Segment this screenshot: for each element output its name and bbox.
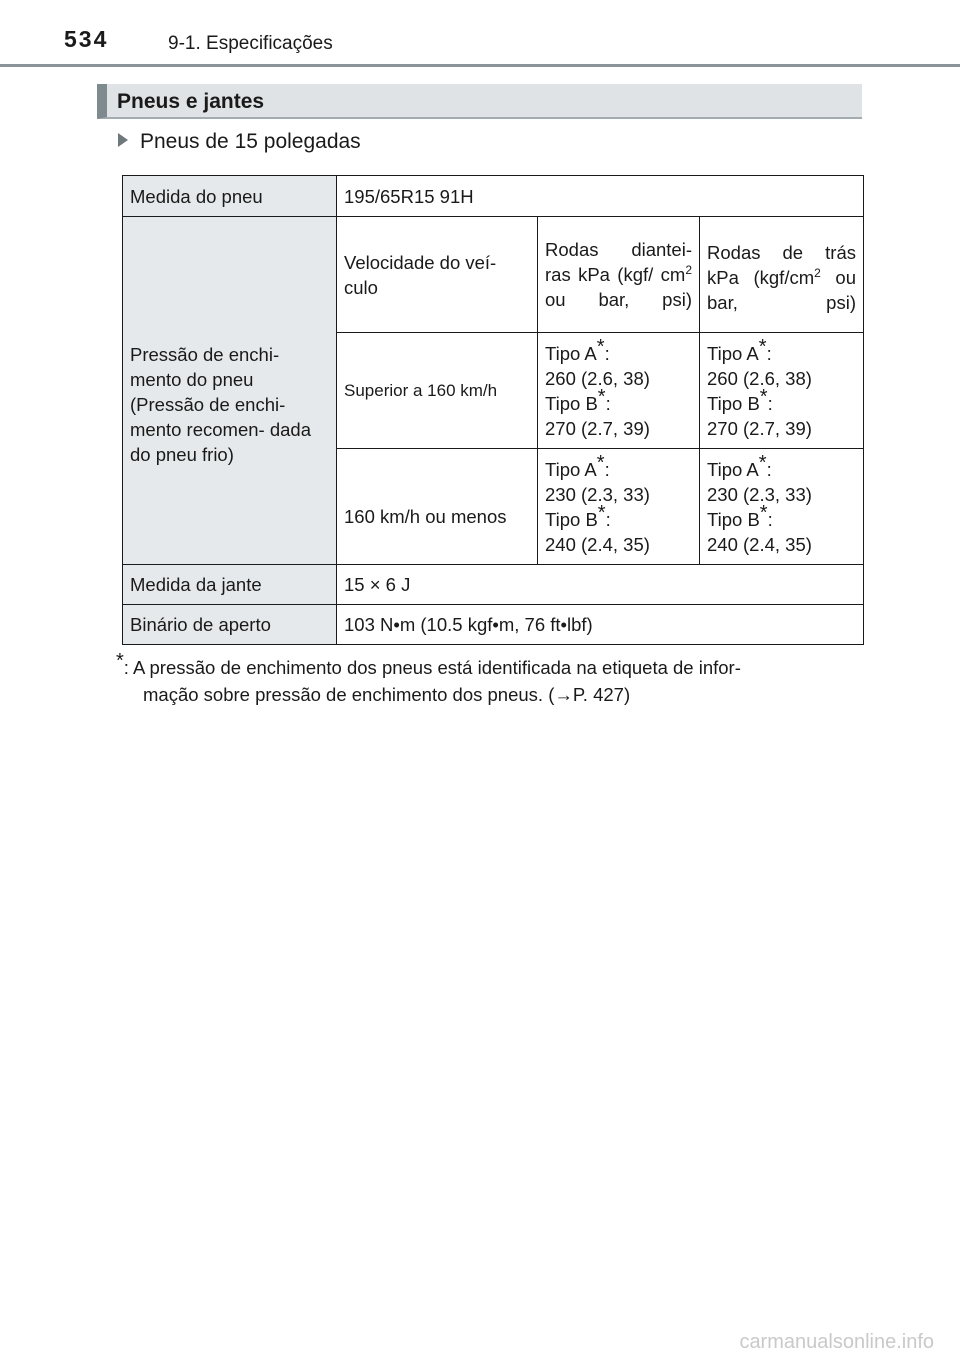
page-header [0,0,960,68]
speed-cell: Superior a 160 km/h [337,333,538,449]
footnote [116,650,861,708]
watermark: carmanualsonline.info [739,1331,934,1353]
subheading-text: Pneus de 15 polegadas [140,130,361,153]
tire-size-label: Medida do pneu [123,176,337,217]
section-title: Pneus e jantes [117,90,265,113]
subheading [118,130,361,154]
rear-wheels-header: Rodas de trás kPa ($kgf/cm^2$ ou bar, psi) [700,217,864,333]
table-row [123,176,864,217]
triangle-bullet-icon [118,133,128,147]
front-pressure-cell: Tipo A*: 230 (2.3, 33) Tipo B*: 240 (2.4, 35) [538,449,700,565]
front-pressure-cell: Tipo A*: 260 (2.6, 38) Tipo B*: 270 (2.7, 39) [538,333,700,449]
table-row [123,217,864,333]
section-title-bar [97,84,862,119]
table-row [123,605,864,645]
header-divider [0,64,960,67]
tire-size-value: 195/65R15 91H [337,176,864,217]
tire-spec-table [122,175,864,645]
rim-size-label: Medida da jante [123,565,337,605]
footnote-line-2: mação sobre pressão de enchimento dos pneus. (→P. 427) [143,684,631,705]
speed-header: Velocidade do veí- culo [337,217,538,333]
table-row [123,565,864,605]
torque-value: 103 N•m (10.5 kgf•m, 76 ft•lbf) [337,605,864,645]
torque-label: Binário de aperto [123,605,337,645]
rear-pressure-cell: Tipo A*: 260 (2.6, 38) Tipo B*: 270 (2.7, 39) [700,333,864,449]
section-reference: 9-1. Especificações [168,33,333,54]
page-number: 534 [64,26,109,52]
footnote-line-1: : A pressão de enchimento dos pneus está identificada na etiqueta de infor- [123,657,741,678]
rim-size-value: 15 × 6 J [337,565,864,605]
speed-cell: 160 km/h ou menos [337,449,538,565]
footnote-marker: * [116,650,124,672]
pressure-label: Pressão de enchi- mento do pneu (Pressão de enchi- mento recomen- dada do pneu frio) [123,217,337,565]
rear-pressure-cell: Tipo A*: 230 (2.3, 33) Tipo B*: 240 (2.4, 35) [700,449,864,565]
front-wheels-header: Rodas diantei- ras kPa (kgf/ $cm^2$ ou bar, psi) [538,217,700,333]
